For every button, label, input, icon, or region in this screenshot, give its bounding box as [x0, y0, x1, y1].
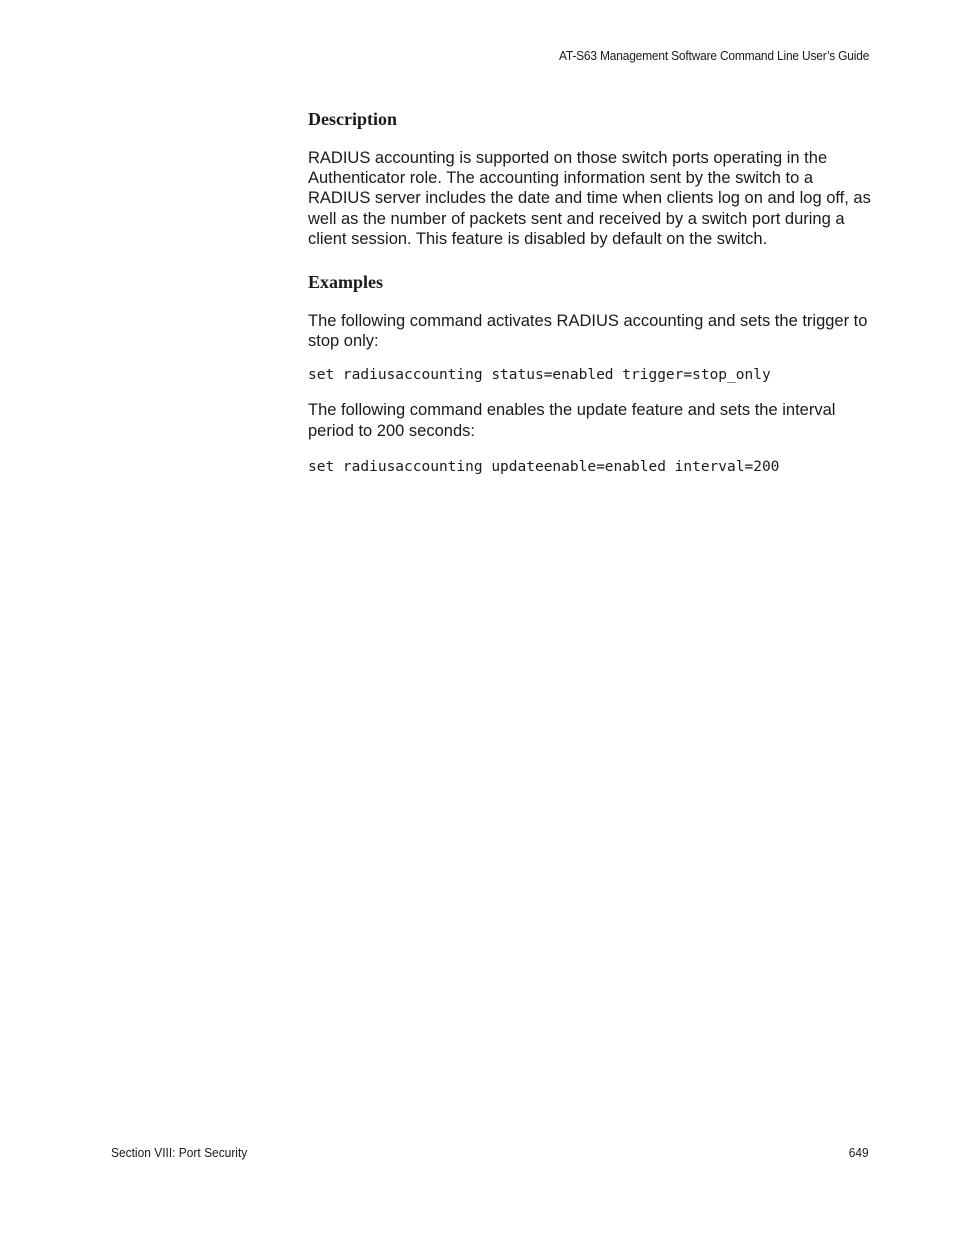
running-header: AT-S63 Management Software Command Line User’s Guide [558, 48, 869, 63]
example-1-text: The following command activates RADIUS accounting and sets the trigger to stop only: [308, 312, 868, 351]
description-paragraph: RADIUS accounting is supported on those switch ports operating in the Authenticator role. The accounting information sent by the switch to a RADIUS server includes the date and time when clients log on and log off, as well as the number of packets sent and received by a switch port during a client session. This feature is disabled by default on the switch. [308, 149, 871, 248]
example-2-text: The following command enables the update feature and sets the interval period to 200 seconds: [308, 401, 836, 440]
footer-page-number: 649 [849, 1145, 869, 1160]
example-2-command: set radiusaccounting updateenable=enabled interval=200 [308, 458, 780, 475]
examples-heading: Examples [308, 272, 384, 293]
description-heading: Description [308, 109, 397, 129]
footer-section-label: Section VIII: Port Security [111, 1145, 248, 1160]
page-content [308, 106, 873, 477]
example-1-command: set radiusaccounting status=enabled trigger=stop_only [308, 367, 771, 384]
